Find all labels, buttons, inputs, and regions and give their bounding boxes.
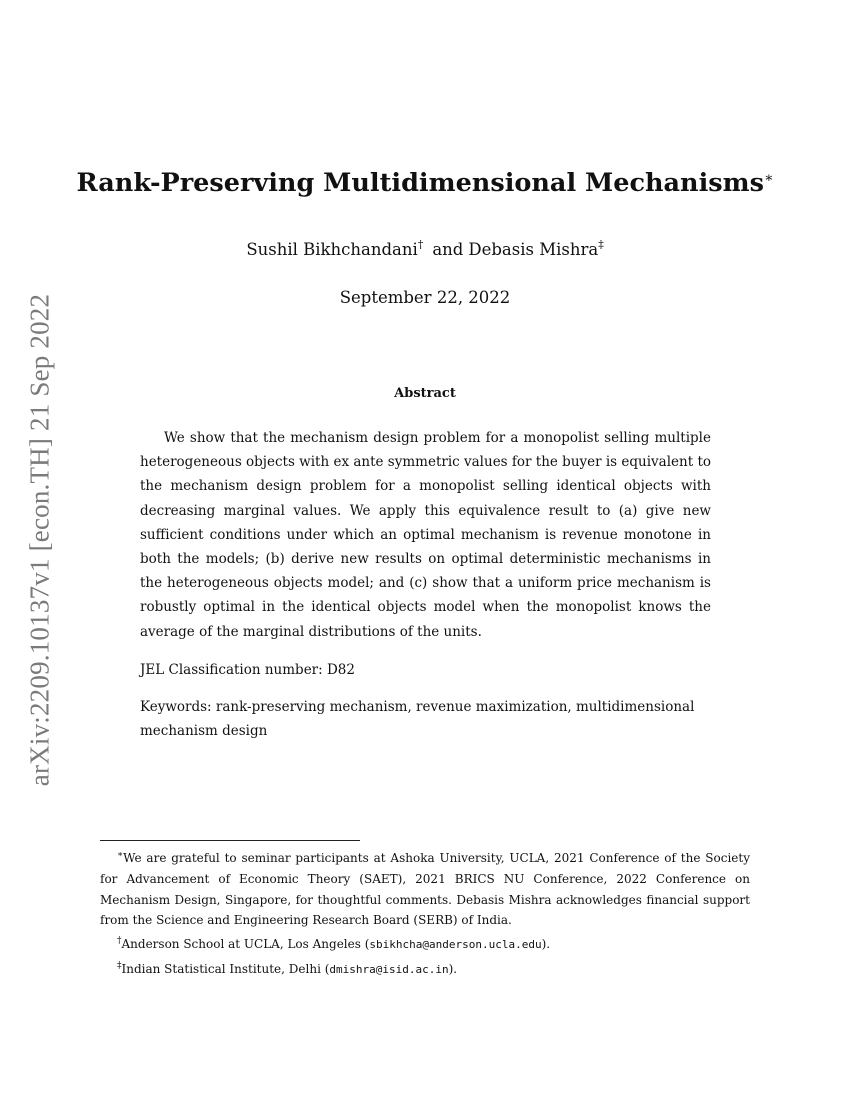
- arxiv-identifier-stamp: arXiv:2209.10137v1 [econ.TH] 21 Sep 2022: [24, 293, 55, 787]
- author-name: Sushil Bikhchandani: [246, 240, 418, 259]
- keywords: Keywords: rank-preserving mechanism, revenue maximization, multidimensional mechanism design: [140, 699, 695, 739]
- email-link[interactable]: sbikhcha@anderson.ucla.edu: [369, 938, 542, 952]
- footnote-mark: †: [117, 936, 122, 947]
- footnote-mark: ∗: [117, 850, 124, 860]
- footnote-text: We are grateful to seminar participants at Ashoka University, UCLA, 2021 Conference of the Society for Advancement of Economic Theory (SAET), 2021 BRICS NU Conference, 2022 Conference on Mechanism Design, Singapore, for thoughtful comments. Debasis Mishra acknowledges financial support from the Science and Engineering Research Board (SERB) of India.: [100, 851, 750, 928]
- email-link[interactable]: dmishra@isid.ac.in: [329, 962, 449, 976]
- title-footnote-mark: ∗: [763, 170, 774, 186]
- author-conjunction: and: [432, 240, 464, 259]
- paper-title: [0, 168, 850, 198]
- footnote-text: ).: [448, 961, 458, 976]
- footnote-acknowledgements: [100, 845, 750, 931]
- abstract-heading: Abstract: [394, 386, 456, 401]
- footnote-mark: ‡: [117, 960, 122, 971]
- footnote-divider: [100, 840, 360, 841]
- author-footnote-mark: ‡: [598, 238, 604, 251]
- abstract-text: We show that the mechanism design problem for a monopolist selling multiple heterogeneous objects with ex ante symmetric values for the buyer is equivalent to the mechanism design problem for a monopolist selling identical objects with decreasing marginal values. We apply this equivalence result to (a) give new sufficient conditions under which an optimal mechanism is revenue monotone in both the models; (b) derive new results on optimal deterministic mechanisms in the heterogeneous objects model; and (c) show that a uniform price mechanism is robustly optimal in the identical objects model when the monopolist knows the average of the marginal distributions of the units.: [140, 430, 711, 640]
- author-line: [0, 238, 850, 259]
- paper-title-text: Rank-Preserving Multidimensional Mechanisms: [76, 168, 764, 198]
- author-footnote-mark: †: [417, 238, 424, 251]
- footnote-text: Anderson School at UCLA, Los Angeles (: [121, 937, 370, 952]
- footnotes: [100, 845, 750, 981]
- footnote-text: ).: [541, 937, 551, 952]
- author-name: Debasis Mishra: [468, 240, 599, 259]
- paper-date: September 22, 2022: [339, 288, 511, 307]
- footnote-affiliation: [100, 956, 750, 981]
- footnote-text: Indian Statistical Institute, Delhi (: [121, 961, 330, 976]
- footnote-affiliation: [100, 931, 750, 956]
- jel-classification: JEL Classification number: D82: [140, 662, 355, 678]
